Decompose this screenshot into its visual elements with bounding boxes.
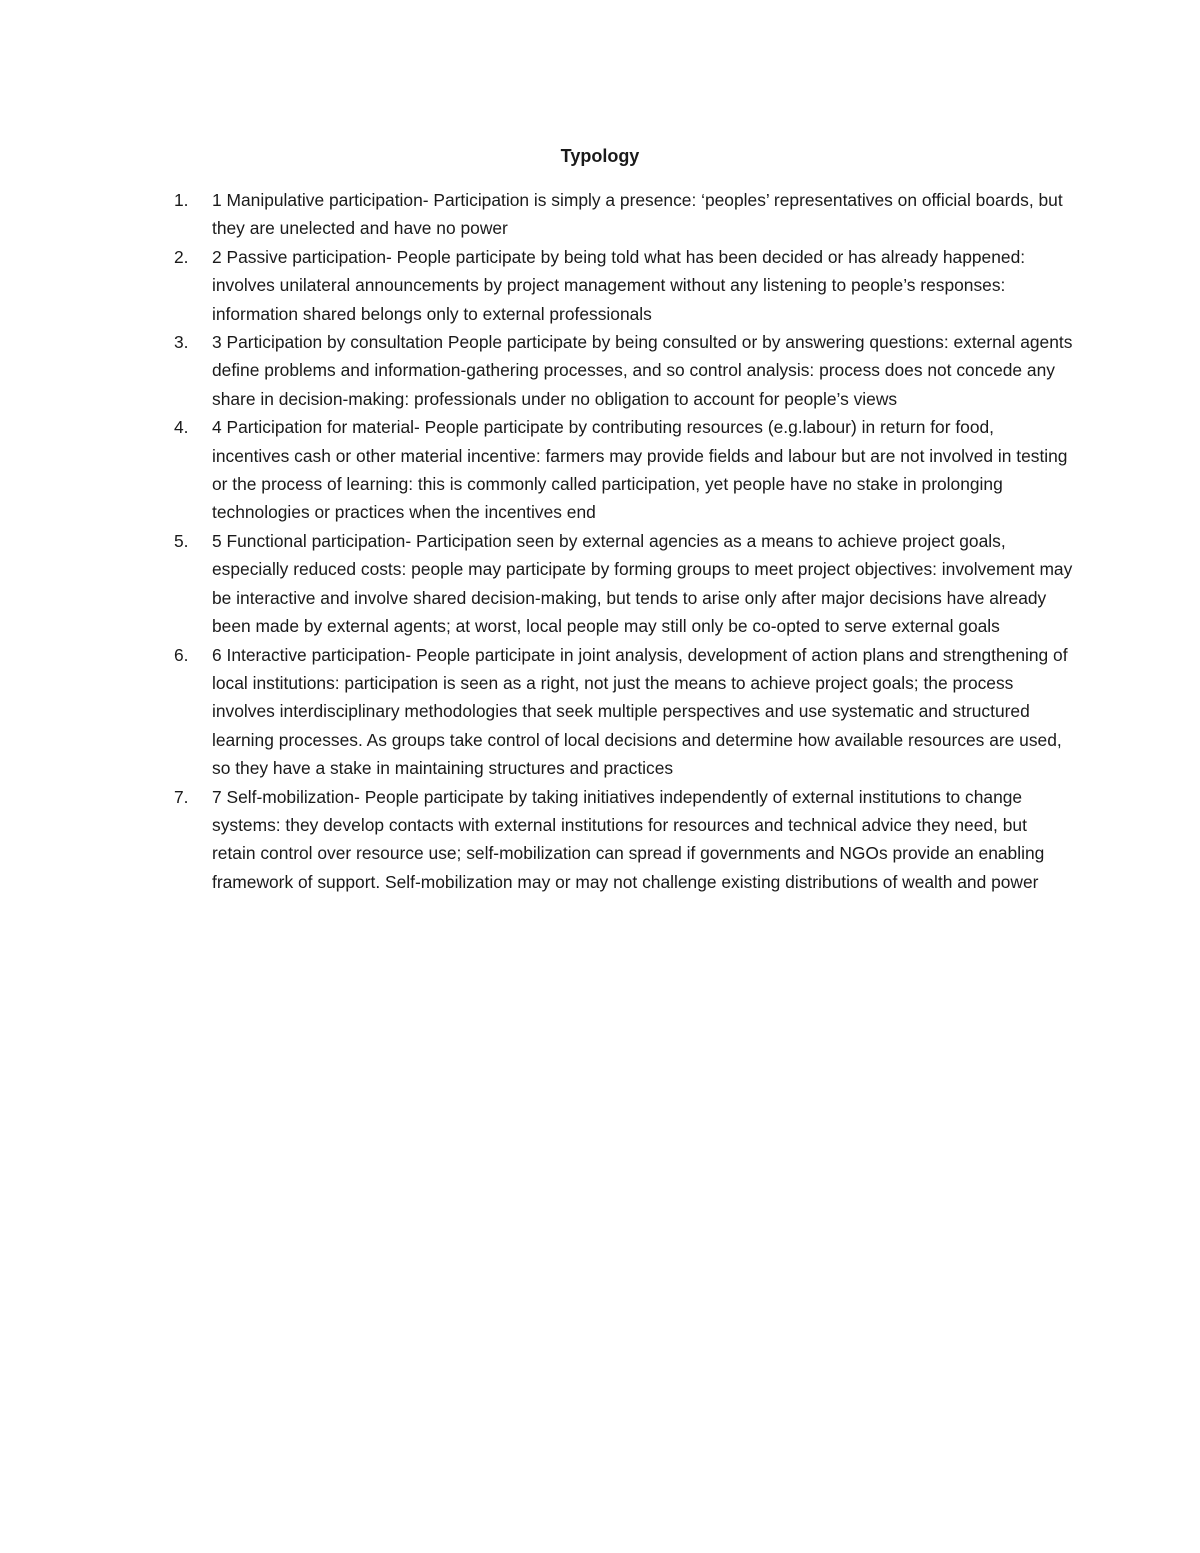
list-item-number: 7.	[174, 786, 189, 807]
list-item	[174, 783, 1074, 897]
list-item	[174, 527, 1074, 641]
list-item-number: 2.	[174, 246, 189, 267]
list-item	[174, 243, 1074, 328]
list-item-number: 5.	[174, 530, 189, 551]
list-item-number: 3.	[174, 332, 189, 353]
list-item-text: 4 Participation for material- People participate by contributing resources (e.g.labour) in return for food, incentives cash or other material incentive: farmers may provide fields and labour but are not involved in testing or the process of learning: this is commonly called participation, yet people have no stake in prolonging technologies or practices when the incentives end	[212, 417, 1068, 523]
list-item	[174, 413, 1074, 527]
list-item-number: 6.	[174, 644, 189, 665]
list-item-number: 4.	[174, 417, 189, 438]
list-item-text: 1 Manipulative participation- Participation is simply a presence: ‘peoples’ representatives on official boards, but they are unelected and have no power	[212, 190, 1063, 239]
list-item-text: 3 Participation by consultation People participate by being consulted or by answering questions: external agents define problems and information-gathering processes, and so control analysis: process does not concede any share in decision-making: professionals under no obligation to account for people’s views	[212, 332, 1073, 409]
list-item	[174, 328, 1074, 413]
list-item-text: 7 Self-mobilization- People participate by taking initiatives independently of external institutions to change systems: they develop contacts with external institutions for resources and technical advice they need, but retain control over resource use; self-mobilization can spread if governments and NGOs provide an enabling framework of support. Self-mobilization may or may not challenge existing distributions of wealth and power	[212, 786, 1045, 892]
list-item-number: 1.	[174, 190, 189, 210]
list-item-text: 5 Functional participation- Participation seen by external agencies as a means to achieve project goals, especially reduced costs: people may participate by forming groups to meet project objectives: involvement may be interactive and involve shared decision-making, but tends to arise only after major decisions have already been made by external agents; at worst, local people may still only be co-opted to serve external goals	[212, 530, 1073, 637]
typology-list	[174, 186, 1074, 896]
list-item-text: 2 Passive participation- People participate by being told what has been decided or has already happened: involves unilateral announcements by project management without any listening to people’s responses: information shared belongs only to external professionals	[212, 246, 1026, 324]
list-item-text: 6 Interactive participation- People participate in joint analysis, development of action plans and strengthening of local institutions: participation is seen as a right, not just the means to achieve project goals; the process involves interdisciplinary methodologies that seek multiple perspectives and use systematic and structured learning processes. As groups take control of local decisions and determine how available resources are used, so they have a stake in maintaining structures and practices	[212, 644, 1068, 779]
list-item	[174, 186, 1074, 243]
document-title: Typology	[560, 146, 640, 166]
list-item	[174, 641, 1074, 783]
